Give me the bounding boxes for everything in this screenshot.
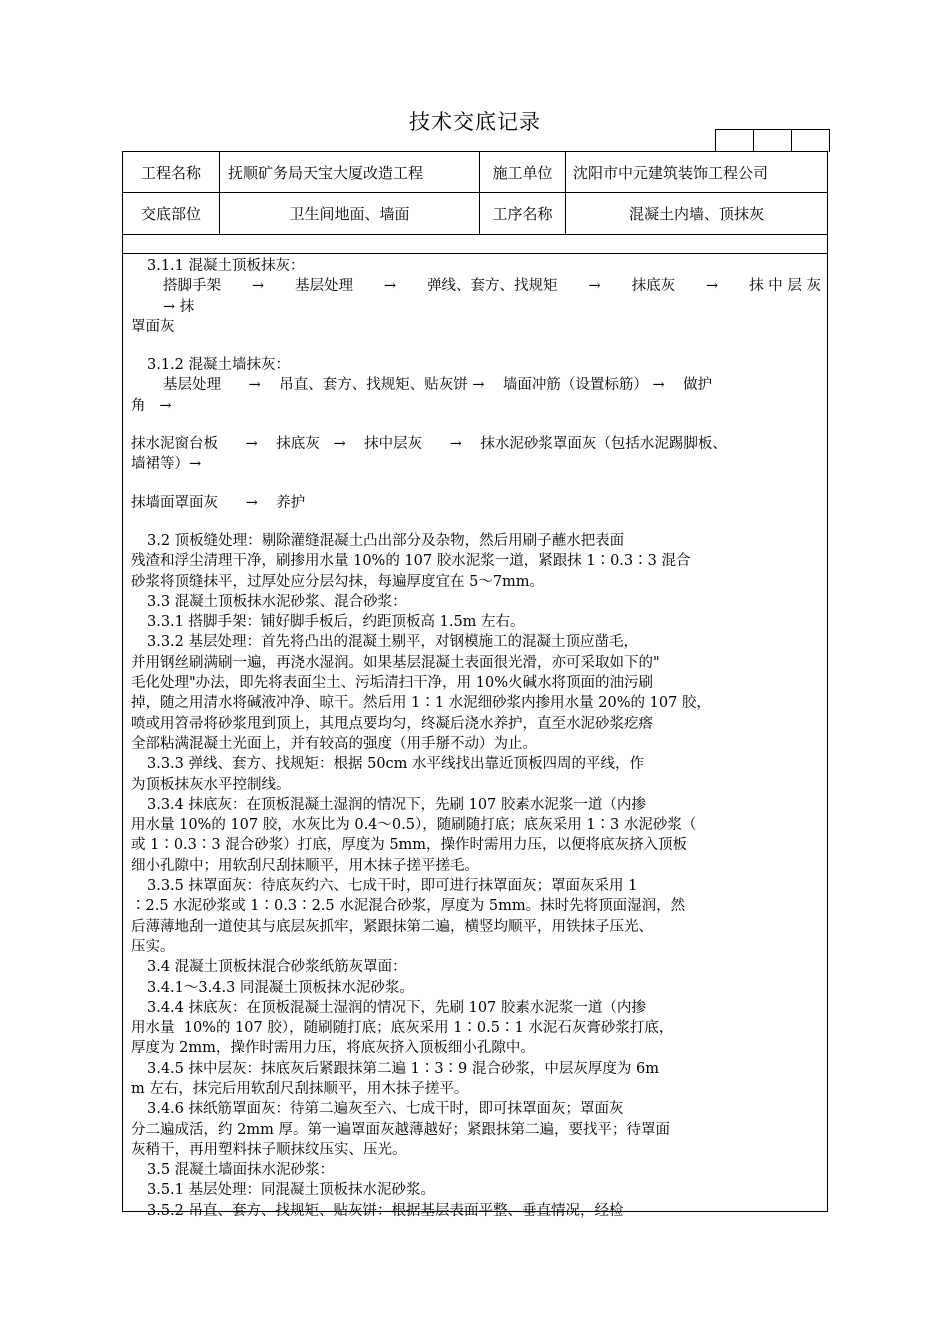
paragraph-line: 并用钢丝刷满刷一遍，再浇水湿润。如果基层混凝土表面很光滑，亦可采取如下的" bbox=[131, 654, 660, 671]
section-311-flow bbox=[131, 276, 821, 296]
header-row-part bbox=[123, 193, 827, 235]
paragraph-line: 压实。 bbox=[131, 938, 175, 955]
part-label: 交底部位 bbox=[123, 193, 220, 234]
paragraph-line: 用水量 10%的 107 胶），随刷随打底；底灰采用 1∶0.5∶1 水泥石灰膏砂浆打底， bbox=[131, 1020, 674, 1037]
flow-step: 抹 中 层 灰 bbox=[749, 278, 821, 295]
paragraph-line: 3.5.2 吊直、套方、找规矩、贴灰饼：根据基层表面平整、垂直情况，经检 bbox=[147, 1202, 624, 1219]
paragraph-line: m 左右，抹完后用软刮尺刮抹顺平，用木抹子搓平。 bbox=[131, 1080, 469, 1097]
paragraph-line: 毛化处理"办法，即先将表面尘土、污垢清扫干净，用 10%火碱水将顶面的油污刷 bbox=[131, 675, 654, 692]
process-value: 混凝土内墙、顶抹灰 bbox=[628, 205, 764, 223]
paragraph-line: 或 1∶0.3∶3 混合砂浆）打底，厚度为 5mm，操作时需用力压，以便将底灰挤入顶板 bbox=[131, 837, 688, 854]
section-312-title: 3.1.2 混凝土墙抹灰： bbox=[147, 357, 291, 374]
section-312-flow-3: 抹水泥窗台板 → 抹底灰 → 抹中层灰 → 抹水泥砂浆罩面灰（包括水泥踢脚板、 bbox=[131, 436, 727, 453]
paragraph-line: 灰稍干，再用塑料抹子顺抹纹压实、压光。 bbox=[131, 1141, 407, 1158]
flow-step: 基层处理 bbox=[295, 278, 354, 295]
flow-step: 抹底灰 bbox=[631, 278, 676, 295]
number-box bbox=[792, 130, 830, 152]
paragraph-line: ∶2.5 水泥砂浆或 1∶0.3∶2.5 水泥混合砂浆，厚度为 5mm。抹时先将顶面湿润，然 bbox=[131, 898, 686, 915]
project-name-label: 工程名称 bbox=[123, 152, 220, 192]
section-311-title: 3.1.1 混凝土顶板抹灰： bbox=[147, 258, 305, 274]
part-value: 卫生间地面、墙面 bbox=[220, 193, 480, 234]
paragraph-line: 3.4.5 抹中层灰：抹底灰后紧跟抹第二遍 1∶3∶9 混合砂浆，中层灰厚度为 6m bbox=[147, 1060, 659, 1077]
number-box bbox=[716, 130, 754, 152]
process-label: 工序名称 bbox=[480, 193, 566, 234]
paragraph-line: 细小孔隙中；用软刮尺刮抹顺平，用木抹子搓平搓毛。 bbox=[131, 857, 479, 874]
paragraph-line: 3.5 混凝土墙面抹水泥砂浆： bbox=[147, 1162, 335, 1179]
paragraph-line: 3.3.5 抹罩面灰：待底灰约六、七成干时，即可进行抹罩面灰；罩面灰采用 1 bbox=[147, 878, 638, 895]
header-spacer-row bbox=[123, 235, 827, 254]
paragraph-line: 厚度为 2mm，操作时需用力压，将底灰挤入顶板细小孔隙中。 bbox=[131, 1040, 535, 1057]
flow-step: 搭脚手架 bbox=[163, 278, 221, 295]
number-box bbox=[754, 130, 792, 152]
paragraph-line: 用水量 10%的 107 胶，水灰比为 0.4～0.5），随刷随打底；底灰采用 1∶3 水泥砂浆（ bbox=[131, 817, 697, 834]
paragraph-line: 3.4.4 抹底灰：在顶板混凝土湿润的情况下，先刷 107 胶素水泥浆一道（内掺 bbox=[147, 999, 646, 1016]
paragraph-line: 分二遍成活，约 2mm 厚。第一遍罩面灰越薄越好；紧跟抹第二遍，要找平；待罩面 bbox=[131, 1121, 670, 1138]
flow-arrow: → bbox=[706, 278, 719, 295]
paragraph-line: 3.5.1 基层处理：同混凝土顶板抹水泥砂浆。 bbox=[147, 1182, 436, 1199]
header-row-project bbox=[123, 152, 827, 193]
paragraph-line: 喷或用笤帚将砂浆甩到顶上，其甩点要均匀，终凝后浇水养护，直至水泥砂浆疙瘩 bbox=[131, 715, 653, 732]
section-312-flow-4: 墙裙等）→ bbox=[131, 456, 202, 473]
paragraph-line: 后薄薄地刮一道使其与底层灰抓牢，紧跟抹第二遍，横竖均顺平，用铁抹子压光、 bbox=[131, 918, 653, 935]
section-312-flow-2: 角 → bbox=[131, 397, 172, 414]
paragraph-line: 3.4.6 抹纸筋罩面灰：待第二遍灰至六、七成干时，即可抹罩面灰；罩面灰 bbox=[147, 1101, 624, 1118]
paragraph-line: 3.2 顶板缝处理：剔除灌缝混凝土凸出部分及杂物，然后用刷子蘸水把表面 bbox=[147, 532, 625, 549]
paragraph-line: 3.4 混凝土顶板抹混合砂浆纸筋灰罩面： bbox=[147, 959, 407, 976]
paragraph-line: 砂浆将顶缝抹平，过厚处应分层勾抹，每遍厚度宜在 5～7mm。 bbox=[131, 573, 545, 590]
section-312-flow-1: 基层处理 → 吊直、套方、找规矩、贴灰饼 → 墙面冲筋（设置标筋） → 做护 bbox=[163, 377, 713, 394]
contractor-value: 沈阳市中元建筑装饰工程公司 bbox=[573, 163, 769, 182]
paragraph-line: 3.3.1 搭脚手架：铺好脚手板后，约距顶板高 1.5m 左右。 bbox=[147, 614, 525, 631]
section-311-flow-end: 罩面灰 bbox=[131, 318, 175, 335]
disclosure-content bbox=[131, 256, 821, 1221]
paragraph-line: 全部粘满混凝土光面上，并有较高的强度（用手掰不动）为止。 bbox=[131, 735, 537, 752]
paragraph-line: 残渣和浮尘清理干净，刷掺用水量 10%的 107 胶水泥浆一道，紧跟抹 1∶0.3∶3 混合 bbox=[131, 553, 691, 570]
paragraph-line: 3.3.2 基层处理：首先将凸出的混凝土剔平，对钢模施工的混凝土顶应凿毛， bbox=[147, 634, 639, 651]
flow-arrow: → bbox=[383, 278, 397, 295]
contractor-label: 施工单位 bbox=[480, 152, 566, 192]
flow-step: 弹线、套方、找规矩 bbox=[427, 278, 558, 295]
record-table bbox=[122, 151, 828, 1219]
paragraph-line: 3.3.3 弹线、套方、找规矩：根据 50cm 水平线找出靠近顶板四周的平线，作 bbox=[147, 756, 645, 773]
paragraph-line: 掉，随之用清水将碱液冲净、晾干。然后用 1∶1 水泥细砂浆内掺用水量 20%的 107 胶， bbox=[131, 695, 711, 712]
flow-arrow: → bbox=[251, 278, 265, 295]
record-number-boxes bbox=[715, 129, 830, 152]
paragraph-line: 3.3.4 抹底灰：在顶板混凝土湿润的情况下，先刷 107 胶素水泥浆一道（内掺 bbox=[147, 796, 646, 813]
paragraph-line: 3.4.1～3.4.3 同混凝土顶板抹水泥砂浆。 bbox=[147, 979, 414, 996]
section-312-flow-5: 抹墙面罩面灰 → 养护 bbox=[131, 494, 306, 511]
paragraph-line: 为顶板抹灰水平控制线。 bbox=[131, 776, 291, 793]
flow-arrow: → bbox=[588, 278, 601, 295]
document-title: 技术交底记录 bbox=[409, 110, 541, 134]
project-name-value: 抚顺矿务局天宝大厦改造工程 bbox=[220, 152, 480, 192]
section-311-flow-cont: → 抹 bbox=[163, 298, 195, 315]
paragraph-line: 3.3 混凝土顶板抹水泥砂浆、混合砂浆： bbox=[147, 593, 407, 610]
